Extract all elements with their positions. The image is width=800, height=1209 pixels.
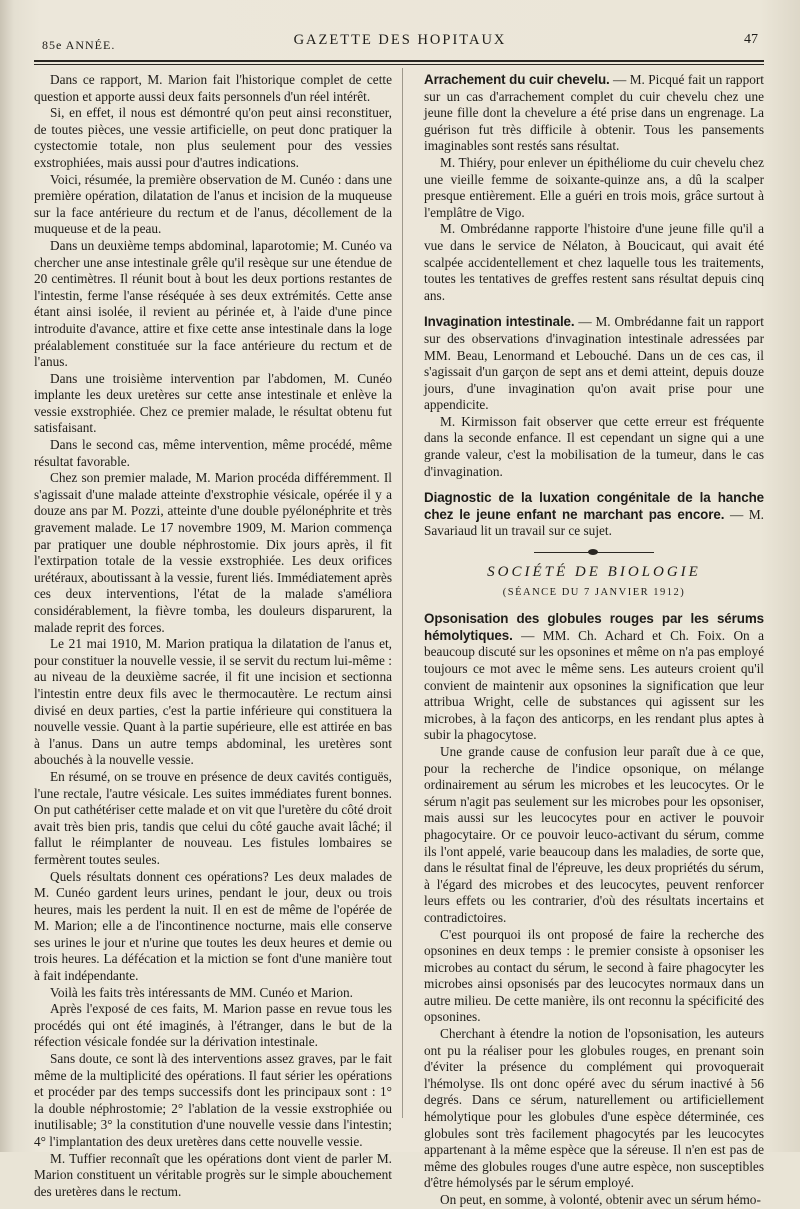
paragraph: M. Kirmisson fait observer que cette erreur est fréquente dans la seconde enfance. Il est cependant un signe qui a une grande valeur, c'est la mobilisation de la tumeur, dans le cas d'invagination. [424, 413, 764, 479]
article-lead-text: — M. Picqué fait un rapport sur un cas d'arrachement complet du cuir chevelu chez une jeune fille dont la chevelure a été prise dans un engrenage. La guérison fut très difficile à obtenir. Tous les pansements imaginables sont restés sans résultat. [424, 72, 764, 154]
article-opsonisation [424, 611, 764, 1208]
article-hip-luxation [424, 490, 764, 540]
article-lead [424, 611, 764, 744]
paragraph: Quels résultats donnent ces opérations? Les deux malades de M. Cunéo gardent leurs urines, pendant le jour, deux ou trois heures, mais les perdent la nuit. Il en est de même de l'opérée de M. Marion; elle a de l'incontinence nocturne, mais elle conserve ses urines le jour et n'urine que toutes les deux heures et demie ou trois heures. La défécation et la miction se font d'une manière tout à fait indépendante. [34, 868, 392, 984]
header-rule-thick [34, 60, 764, 62]
paragraph: Une grande cause de confusion leur paraît due à ce que, pour la recherche de l'indice opsonique, on mélange ordinairement au sérum les microbes et les leucocytes. Or le sérum n'agit pas seulement sur les microbes pour les opsoniser, mais aussi sur les leucocytes pour en activer le pouvoir phagocytaire. Or ce pouvoir leuco-activant du sérum, comme ils l'ont appelé, varie beaucoup dans les maladies, de sorte que, dans le résultat final de l'épreuve, les deux propriétés du sérum, à l'égard des microbes et des leucocytes, peuvent renforcer leurs effets ou les contrarier, d'où des résultats incertains et contradictoires. [424, 743, 764, 925]
article-title: Invagination intestinale. [424, 314, 575, 330]
society-heading: SOCIÉTÉ DE BIOLOGIE [487, 564, 701, 581]
article-title: Diagnostic de la luxation congénitale de la hanche chez le jeune enfant ne marchant pas encore. [424, 490, 764, 522]
paragraph: Sans doute, ce sont là des interventions assez graves, par le fait même de la multiplicité des opérations. Il faut sérier les opérations et procéder par des temps successifs dont les principaux sont : 1° la double néphrostomie; 2° l'ablation de la vessie exstrophiée ou inutilisable; 3° la constitution d'une nouvelle vessie dans l'intestin; 4° l'implantation des deux uretères dans cette nouvelle vessie. [34, 1051, 392, 1149]
paragraph: En résumé, on se trouve en présence de deux cavités contiguës, l'une rectale, l'autre vésicale. Les suites immédiates furent bonnes. On put cathétériser cette malade et on vit que l'uretère du côté droit avait très bien pris, tandis que celui du côté gauche avait lâché; il fallut le réimplanter de nouveau. Les fistules lombaires se fermèrent toutes seules. [34, 768, 392, 867]
paragraph: Voilà les faits très intéressants de MM. Cunéo et Marion. [50, 984, 353, 1000]
article-lead-text: — MM. Ch. Achard et Ch. Foix. On a beaucoup discuté sur les opsonines et même on n'a pas employé toujours ce mot avec le même sens. Les auteurs croient qu'il convient de maintenir aux opsonines la signification que leur attribua Wright, celle de substances qui agissent sur les microbes, à la façon des anticorps, en les rendant plus aptes à subir la phagocytose. [424, 627, 764, 743]
article-title: Opsonisation des globules rouges par les sérums hémolytiques. [424, 611, 764, 643]
article-lead-text: — M. Ombrédanne fait un rapport sur des observations d'invagination intestinale adressées par MM. Beau, Lenormand et Lebouché. Dans un de ces cas, il s'agissait d'un garçon de sept ans et demi atteint, depuis douze jours, d'une invagination qu'on avait prise pour une appendicite. [424, 314, 764, 413]
paragraph: M. Tuffier reconnaît que les opérations dont vient de parler M. Marion constituent un véritable progrès sur le simple abouchement des uretères dans le rectum. [34, 1150, 392, 1199]
paragraph: M. Thiéry, pour enlever un épithéliome du cuir chevelu chez une vieille femme de soixante-quinze ans, a dû la scalper presque entièrement. Elle a guéri en trois mois, grâce surtout à l'emplâtre de Vigo. [424, 154, 764, 220]
paragraph: Si, en effet, il nous est démontré qu'on peut ainsi reconstituer, de toutes pièces, une vessie artificielle, on peut donc pratiquer la cystectomie totale, non plus seulement pour des vessies exstrophiées, mais aussi pour d'autres indications. [34, 105, 392, 170]
issue-year: 85e ANNÉE. [42, 38, 116, 52]
article-scalp [424, 72, 764, 304]
header-rule-thin [34, 64, 764, 65]
article-lead-text: — M. Savariaud lit un travail sur ce sujet. [424, 506, 765, 539]
article-lead [424, 490, 764, 540]
paragraph: Chez son premier malade, M. Marion procéda différemment. Il s'agissait d'une malade atteinte d'exstrophie vésicale, opérée il y a douze ans par M. Pozzi, atteinte d'une double pyélonéphrite et très gravement malade. Le 17 novembre 1909, M. Marion commença par pratiquer une double néphrostomie. Dix jours après, il fit l'extirpation totale de la vessie exstrophiée. Les deux orifices urétéraux, aboutissant à la vessie, furent liés. Immédiatement après ces deux interventions, l'état de la malade s'améliora considérablement, la fièvre tomba, les douleurs disparurent, la malade reprit des forces. [34, 470, 392, 635]
paragraph: C'est pourquoi ils ont proposé de faire la recherche des opsonines en deux temps : le premier consiste à opsoniser les microbes au contact du sérum, le second à faire phagocyter les microbes ainsi opsonisés par des leucocytes normaux dans un autre milieu. De cette manière, ils ont reconnu la spécificité des opsonines. [424, 926, 764, 1025]
paragraph: On peut, en somme, à volonté, obtenir avec un sérum hémo- [440, 1192, 761, 1207]
right-column [424, 72, 764, 1209]
session-date: (SÉANCE DU 7 JANVIER 1912) [502, 586, 686, 598]
column-separator [402, 68, 403, 1118]
page-header [38, 30, 762, 52]
paragraph: Voici, résumée, la première observation de M. Cunéo : dans une première opération, dilatation de l'anus et incision de la muqueuse sur la face antérieure du rectum et de l'anus, décollement de la muqueuse et de la peau. [34, 171, 392, 237]
paragraph: M. Ombrédanne rapporte l'histoire d'une jeune fille qu'il a vue dans le service de Nélaton, à Boucicaut, qui avait été scalpée accidentellement et chez laquelle tous les traitements, toutes les tentatives de greffes restent sans résultat depuis cinq ans. [424, 221, 764, 303]
paragraph: Après l'exposé de ces faits, M. Marion passe en revue tous les procédés qui ont été imaginés, à l'étranger, dans le but de la réfection vésicale fondée sur la dérivation intestinale. [34, 1001, 392, 1050]
page-number: 47 [744, 32, 758, 47]
article-title: Arrachement du cuir chevelu. [424, 72, 610, 87]
article-lead [424, 72, 764, 155]
paragraph: Cherchant à étendre la notion de l'opsonisation, les auteurs ont pu la réaliser pour les globules rouges, en prenant soin d'éviter la présence du complément qui provoquerait l'hémolyse. Ils ont donc opéré avec du sérum inactivé à 56 degrés. Dans ce sérum, naturellement ou artificiellement hémolytique pour les globules d'une espèce déterminée, ces globules sont très facilement phagocytés par les leucocytes appartenant à la même espèce que la séreuse. Il n'en est pas de même des globules rouges d'une autre espèce, non susceptibles d'être hémolysés par le sérum employé. [424, 1026, 764, 1191]
left-column [34, 72, 392, 1200]
paragraph: Dans ce rapport, M. Marion fait l'historique complet de cette question et apporte aussi deux faits personnels d'un réel intérêt. [34, 72, 392, 104]
paragraph: Le 21 mai 1910, M. Marion pratiqua la dilatation de l'anus et, pour constituer la nouvelle vessie, il se servit du rectum lui-même : au niveau de la deuxième sacrée, il fit une incision et sectionna l'intestin entre deux fils avec le thermocautère. Le rectum ainsi divisé en deux parties, c'est la partie inférieure qui constituera la nouvelle vessie. Quant à la partie supérieure, elle est attirée en bas à l'anus. Dans un autre temps abdominal, les uretères sont abouchés à la nouvelle vessie. [34, 636, 392, 768]
paragraph: Dans le second cas, même intervention, même procédé, même résultat favorable. [34, 437, 392, 469]
journal-title: GAZETTE DES HOPITAUX [293, 32, 507, 48]
ornamental-divider [534, 550, 654, 556]
paragraph: Dans un deuxième temps abdominal, laparotomie; M. Cunéo va chercher une anse intestinale grêle qu'il resèque sur une étendue de 20 centimètres. Il réunit bout à bout les deux portions restantes de l'intestin, ferme l'anse réséquée à ses deux extrémités. Cette anse étant ainsi isolée, il revient au périnée et, à l'aide d'une pince introduite d'avance, attire et fixe cette anse intestinale dans la loge préalablement constituée sur la face antérieure du rectum et de l'anus. [34, 237, 392, 370]
article-invagination [424, 314, 764, 480]
article-lead [424, 314, 764, 414]
paragraph: Dans une troisième intervention par l'abdomen, M. Cunéo implante les deux uretères sur cette anse intestinale et enlève la vessie exstrophiée. Chez ce premier malade, le résultat obtenu fut satisfaisant. [34, 370, 392, 436]
